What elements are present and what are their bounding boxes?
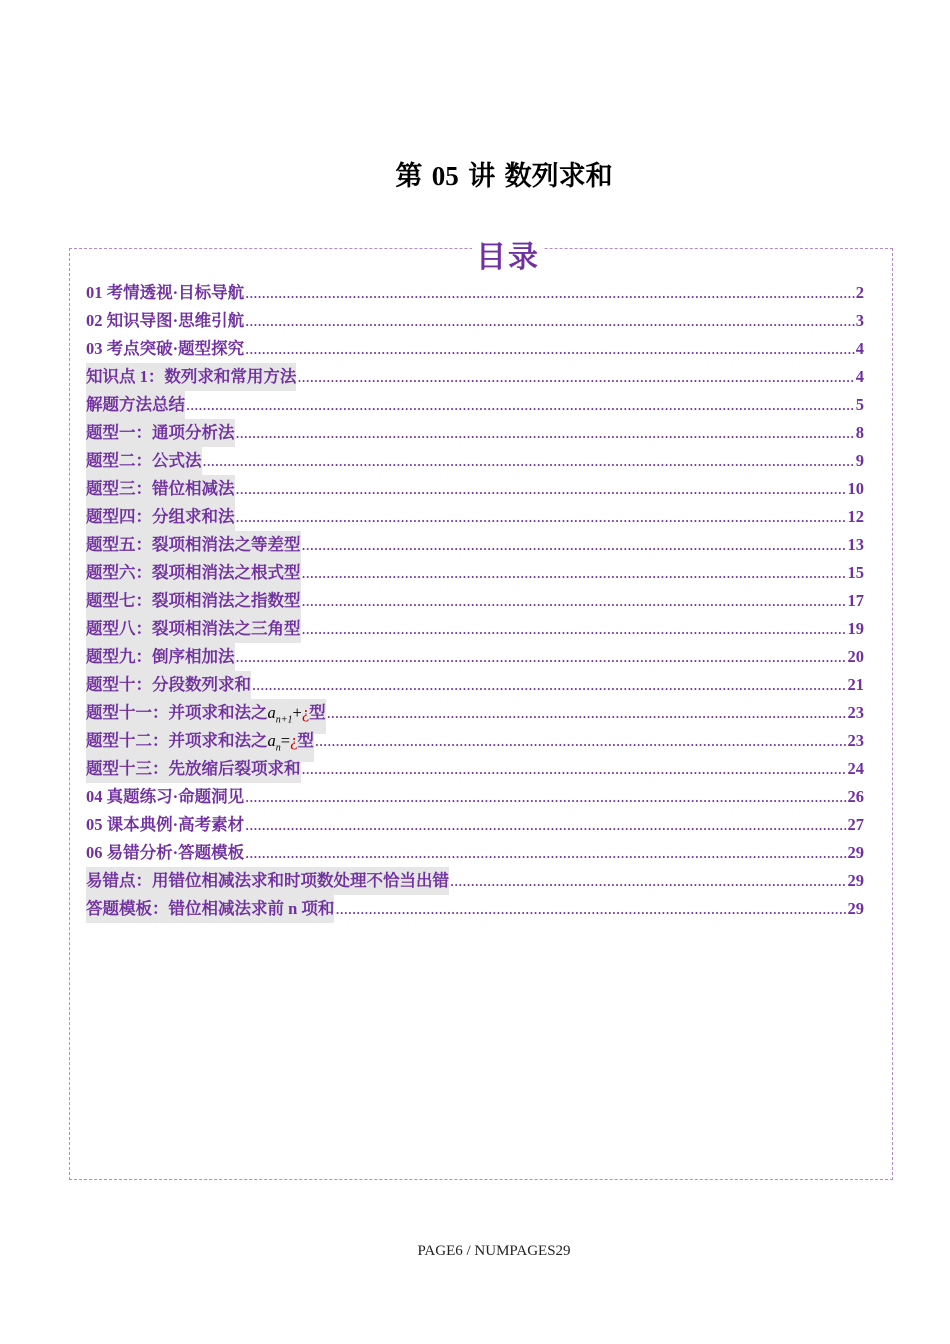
toc-entry[interactable] xyxy=(86,531,864,559)
toc-leader-dots xyxy=(236,643,847,671)
toc-entry-page: 26 xyxy=(847,787,864,806)
toc-entry-page: 29 xyxy=(847,899,864,918)
toc-entry-page: 4 xyxy=(855,367,864,386)
toc-entry-page: 4 xyxy=(855,339,864,358)
toc-entry-label: 题型五：裂项相消法之等差型 xyxy=(86,531,301,559)
toc-entry[interactable] xyxy=(86,587,864,615)
toc-entry-label: 题型三：错位相减法 xyxy=(86,475,235,503)
toc-leader-dots xyxy=(236,419,855,447)
toc-leader-dots xyxy=(245,783,846,811)
toc-entry-label: 题型九：倒序相加法 xyxy=(86,643,235,671)
toc-leader-dots xyxy=(245,279,855,307)
title-suffix: 讲 数列求和 xyxy=(468,161,613,192)
toc-leader-dots xyxy=(335,895,846,923)
toc-entry[interactable] xyxy=(86,643,864,671)
toc-entry-label: 02 知识导图·思维引航 xyxy=(86,311,245,330)
toc-leader-dots xyxy=(315,727,847,755)
toc-entry[interactable] xyxy=(86,615,864,643)
toc-entry-page: 23 xyxy=(847,731,864,750)
toc-list xyxy=(86,279,864,923)
toc-entry-label: 知识点 1：数列求和常用方法 xyxy=(86,363,296,391)
toc-entry[interactable] xyxy=(86,867,864,895)
toc-entry[interactable] xyxy=(86,279,864,307)
toc-entry[interactable] xyxy=(86,335,864,363)
toc-leader-dots xyxy=(450,867,847,895)
toc-entry-label: 06 易错分析·答题模板 xyxy=(86,843,245,862)
toc-leader-dots xyxy=(252,671,847,699)
toc-entry-page: 29 xyxy=(847,871,864,890)
toc-entry-label: 03 考点突破·题型探究 xyxy=(86,339,245,358)
toc-entry[interactable] xyxy=(86,671,864,699)
toc-entry[interactable] xyxy=(86,363,864,391)
toc-leader-dots xyxy=(302,531,847,559)
toc-entry[interactable] xyxy=(86,811,864,839)
toc-entry-label: 题型十二：并项求和法之$a_n=¿$型 xyxy=(86,727,314,762)
toc-entry-page: 12 xyxy=(847,507,864,526)
toc-entry-page: 27 xyxy=(847,815,864,834)
toc-leader-dots xyxy=(302,755,847,783)
toc-entry-page: 24 xyxy=(847,759,864,778)
toc-entry-label: 题型十一：并项求和法之$a_{n+1}+¿$型 xyxy=(86,699,326,734)
toc-heading-text: 目录 xyxy=(472,240,544,275)
toc-entry-page: 10 xyxy=(847,479,864,498)
toc-entry-page: 5 xyxy=(855,395,864,414)
toc-entry-label: 04 真题练习·命题洞见 xyxy=(86,787,245,806)
toc-entry-label: 题型二：公式法 xyxy=(86,447,202,475)
toc-leader-dots xyxy=(245,811,846,839)
toc-leader-dots xyxy=(245,335,855,363)
toc-leader-dots xyxy=(302,615,847,643)
toc-leader-dots xyxy=(203,447,855,475)
toc-entry-page: 23 xyxy=(847,703,864,722)
toc-entry-math: $a_n=$ xyxy=(267,731,291,754)
toc-entry-label: 解题方法总结 xyxy=(86,391,185,419)
toc-entry-page: 21 xyxy=(847,675,864,694)
toc-entry-label: 易错点：用错位相减法求和时项数处理不恰当出错 xyxy=(86,867,449,895)
toc-entry-page: 13 xyxy=(847,535,864,554)
toc-entry[interactable] xyxy=(86,307,864,335)
toc-leader-dots xyxy=(236,503,847,531)
toc-heading xyxy=(0,232,950,276)
toc-entry-label: 题型十三：先放缩后裂项求和 xyxy=(86,755,301,783)
toc-entry-label: 题型四：分组求和法 xyxy=(86,503,235,531)
toc-entry-page: 19 xyxy=(847,619,864,638)
toc-entry-label: 题型六：裂项相消法之根式型 xyxy=(86,559,301,587)
toc-leader-dots xyxy=(302,559,847,587)
toc-entry-page: 20 xyxy=(847,647,864,666)
toc-entry[interactable] xyxy=(86,419,864,447)
toc-leader-dots xyxy=(245,307,855,335)
page-footer: PAGE6 / NUMPAGES29 xyxy=(417,1243,571,1259)
toc-entry[interactable] xyxy=(86,727,864,755)
toc-leader-dots xyxy=(297,363,854,391)
toc-entry-label: 题型十：分段数列求和 xyxy=(86,671,251,699)
toc-entry[interactable] xyxy=(86,783,864,811)
toc-leader-dots xyxy=(245,839,846,867)
toc-entry-label: 题型一：通项分析法 xyxy=(86,419,235,447)
toc-entry-label: 答题模板：错位相减法求前 n 项和 xyxy=(86,895,334,923)
toc-entry-label: 01 考情透视·目标导航 xyxy=(86,283,245,302)
toc-entry[interactable] xyxy=(86,699,864,727)
toc-entry[interactable] xyxy=(86,503,864,531)
toc-entry-label: 05 课本典例·高考素材 xyxy=(86,815,245,834)
toc-entry[interactable] xyxy=(86,391,864,419)
toc-entry-page: 9 xyxy=(855,451,864,470)
title-number: 05 xyxy=(431,161,459,191)
toc-entry-page: 17 xyxy=(847,591,864,610)
toc-leader-dots xyxy=(236,475,847,503)
toc-entry-page: 15 xyxy=(847,563,864,582)
toc-entry-page: 8 xyxy=(855,423,864,442)
toc-entry-page: 3 xyxy=(855,311,864,330)
toc-entry-label: 题型七：裂项相消法之指数型 xyxy=(86,587,301,615)
title-prefix: 第 xyxy=(395,161,423,192)
toc-leader-dots xyxy=(186,391,855,419)
page-title xyxy=(0,154,950,193)
toc-entry[interactable] xyxy=(86,447,864,475)
toc-entry-page: 29 xyxy=(847,843,864,862)
toc-entry[interactable] xyxy=(86,559,864,587)
toc-entry[interactable] xyxy=(86,755,864,783)
toc-entry[interactable] xyxy=(86,895,864,923)
toc-entry[interactable] xyxy=(86,839,864,867)
toc-entry-page: 2 xyxy=(855,283,864,302)
toc-entry-label: 题型八：裂项相消法之三角型 xyxy=(86,615,301,643)
toc-entry-math: $a_{n+1}+$ xyxy=(267,703,302,726)
toc-entry[interactable] xyxy=(86,475,864,503)
toc-leader-dots xyxy=(327,699,847,727)
toc-leader-dots xyxy=(302,587,847,615)
